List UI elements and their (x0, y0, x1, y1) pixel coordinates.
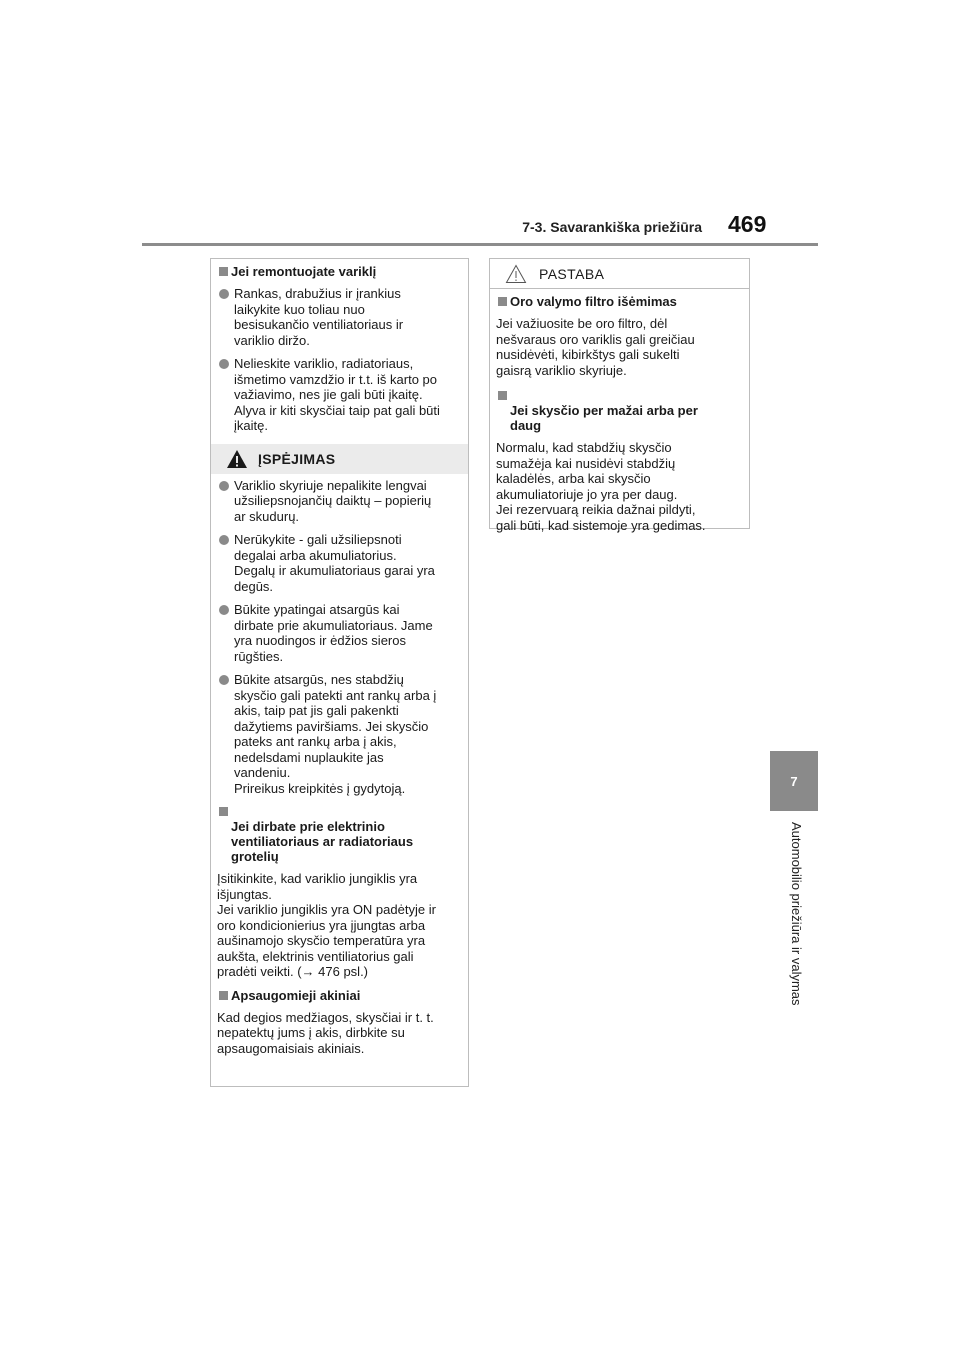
bullet-text: Nerūkykite - gali užsiliepsnoti degalai arba akumuliatorius. Degalų ir akumuliatoriaus garai yra degūs. (234, 532, 435, 594)
bullet-icon (219, 359, 229, 369)
note-banner (490, 259, 749, 289)
right-column-box (489, 258, 750, 533)
bullet-icon (219, 605, 229, 615)
heading-text: Apsaugomieji akiniai (231, 987, 361, 1003)
bullet-icon (219, 289, 229, 299)
heading-text: Jei remontuojate variklį (231, 264, 377, 279)
list-item (217, 356, 462, 434)
bullet-text: Variklio skyriuje nepalikite lengvai užsiliepsnojančių daiktų – popierių ar skudurų. (234, 477, 432, 524)
chapter-tab (770, 751, 818, 811)
section-body-air-filter: Jei važiuosite be oro filtro, dėl nešvaraus oro variklis gali greičiau nusidėvėti, kibirkštys gali sukelti gaisrą variklio skyriuje. (496, 316, 695, 378)
heading-text: Jei dirbate prie elektrinio ventiliatoriaus ar radiatoriaus grotelių (231, 819, 414, 864)
bullet-text: Būkite ypatingai atsargūs kai dirbate prie akumuliatoriaus. Jame yra nuodingos ir ėdžios sieros rūgšties. (234, 602, 433, 664)
section-heading-electric-fan (217, 804, 462, 864)
section-heading-safety-glasses (217, 988, 462, 1003)
warning-triangle-icon (226, 449, 248, 469)
note-label: PASTABA (539, 265, 605, 282)
warning-label: ĮSPĖJIMAS (258, 450, 336, 467)
section-title: 7-3. Savarankiška priežiūra (522, 219, 702, 235)
list-item (217, 602, 462, 664)
list-item (217, 532, 462, 594)
bullet-icon (219, 481, 229, 491)
bullet-text: Rankas, drabužius ir įrankius laikykite kuo toliau nuo besisukančio ventiliatoriaus ir variklio diržo. (234, 286, 404, 348)
bullet-icon (219, 675, 229, 685)
section-heading-air-filter (496, 294, 743, 309)
caution-triangle-icon (505, 264, 527, 284)
chapter-number: 7 (790, 773, 798, 789)
warning-banner (211, 444, 468, 474)
section-body-safety-glasses: Kad degios medžiagos, skysčiai ir t. t. nepatektų jums į akis, dirbkite su apsaugomaisiais akiniais. (217, 1009, 434, 1056)
chapter-title: Automobilio priežiūra ir valymas (789, 822, 804, 1006)
bullet-text: Nelieskite variklio, radiatoriaus, išmetimo vamzdžio ir t.t. iš karto po važiavimo, nes jie gali būti įkaitę. Alyva ir kiti skysčiai taip pat gali būti įkaitę. (234, 356, 440, 433)
list-item (217, 672, 462, 796)
bullet-icon (219, 535, 229, 545)
left-column-box (210, 258, 469, 1087)
header-divider (142, 243, 818, 246)
list-item (217, 478, 462, 525)
section-body-electric-fan: Įsitikinkite, kad variklio jungiklis yra išjungtas. Jei variklio jungiklis yra ON padėtyje ir oro kondicionierius yra įjungtas arba aušinamojo skysčio temperatūra yra aukšta, elektrinis ventiliatorius gali pradėti veikti. (→ 476 psl.) (217, 871, 436, 979)
section-body-fluid-level: Normalu, kad stabdžių skysčio sumažėja kai nusidėvi stabdžių kaladėlės, arba kai skysčio akumuliatoriuje jo yra per daug. Jei rezervuarą reikia dažnai pildyti, gali būti, kad sistemoje yra gedimas. (496, 440, 706, 533)
section-heading-fluid-level (496, 388, 743, 433)
section-heading-engine-repair (217, 264, 462, 279)
bullet-text: Būkite atsargūs, nes stabdžių skysčio gali patekti ant rankų arba į akis, taip pat jis gali pakenkti dažytiems paviršiams. Jei skysčio pateks ant rankų arba į akis, nedelsdami nuplaukite jas vandeniu. Prireikus kreipkitės į gydytoją. (234, 672, 437, 796)
page-number: 469 (728, 211, 767, 237)
heading-text: Oro valymo filtro išėmimas (510, 294, 677, 309)
heading-text: Jei skysčio per mažai arba per daug (510, 403, 698, 433)
list-item (217, 286, 462, 348)
